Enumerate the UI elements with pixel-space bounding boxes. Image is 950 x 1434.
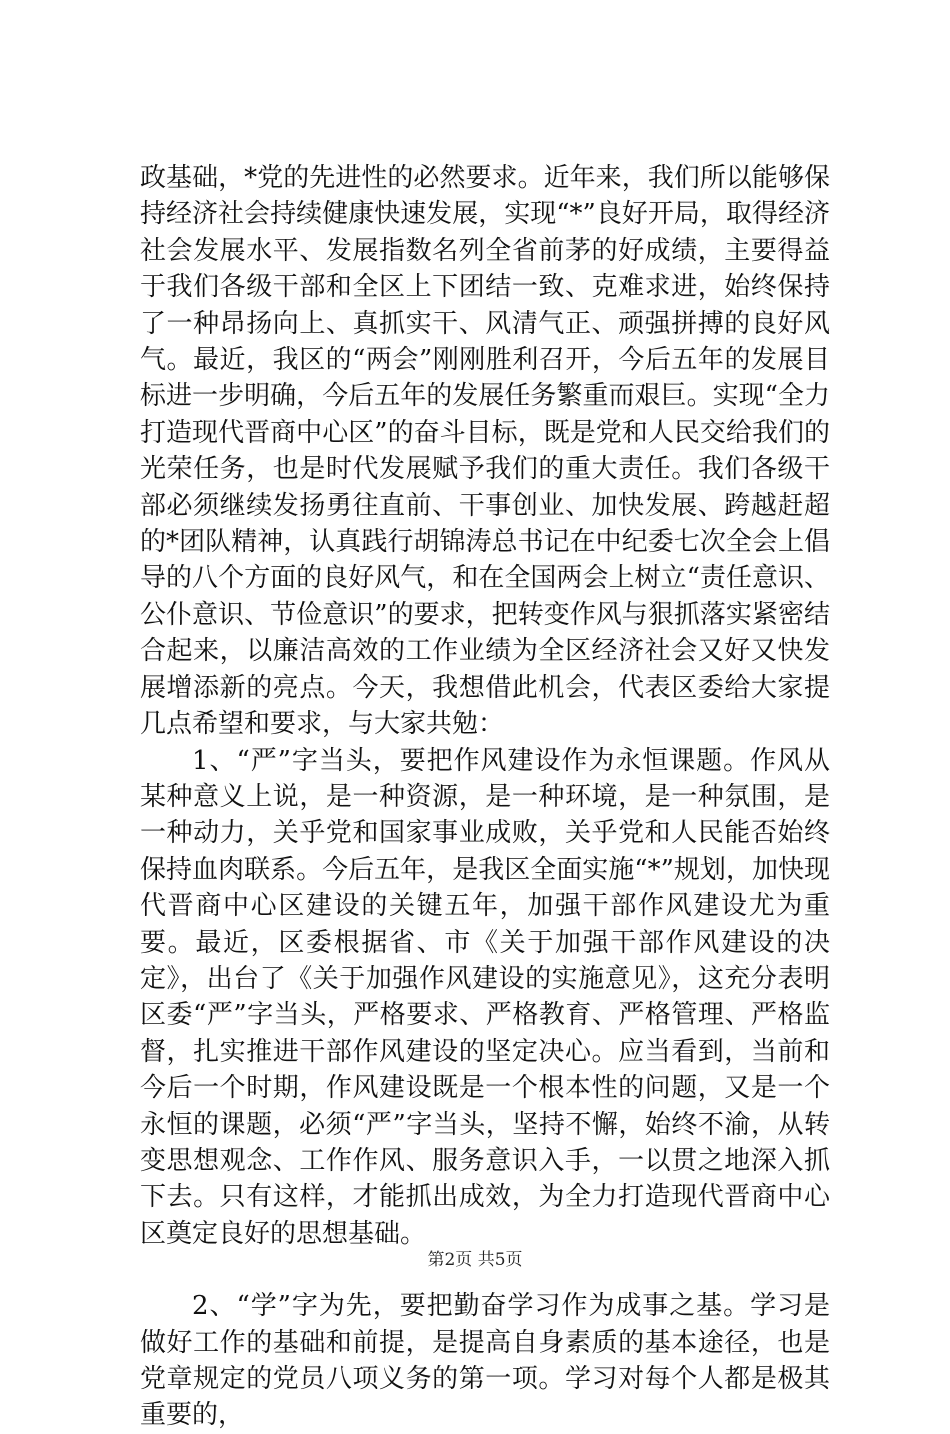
- paragraph-point-2: 2、“学”字为先，要把勤奋学习作为成事之基。学习是做好工作的基础和前提，是提高自身素质的基本途径，也是党章规定的党员八项义务的第一项。学习对每个人都是极其重要的，: [140, 1291, 830, 1431]
- paragraph-point-1: 1、“严”字当头，要把作风建设作为永恒课题。作风从某种意义上说，是一种资源，是一种环境，是一种氛围，是一种动力，关乎党和国家事业成败，关乎党和人民能否始终保持血肉联系。今后五年，是我区全面实施“*”规划，加快现代晋商中心区建设的关键五年，加强干部作风建设尤为重要。最近，区委根据省、市《关于加强干部作风建设的决定》，出台了《关于加强作风建设的实施意见》，这充分表明区委“严”字当头，严格要求、严格教育、严格管理、严格监督，扎实推进干部作风建设的坚定决心。应当看到，当前和今后一个时期，作风建设既是一个根本性的问题，又是一个永恒的课题，必须“严”字当头，坚持不懈，始终不渝，从转变思想观念、工作作风、服务意识入手，一以贯之地深入抓下去。只有这样，才能抓出成效，为全力打造现代晋商中心区奠定良好的思想基础。: [140, 745, 830, 1249]
- document-body: [140, 160, 830, 1434]
- paragraph-intro: 政基础，*党的先进性的必然要求。近年来，我们所以能够保持经济社会持续健康快速发展，实现“*”良好开局，取得经济社会发展水平、发展指数名列全省前茅的好成绩，主要得益于我们各级干部和全区上下团结一致、克难求进，始终保持了一种昂扬向上、真抓实干、风清气正、顽强拼搏的良好风气。最近，我区的“两会”刚刚胜利召开，今后五年的发展目标进一步明确，今后五年的发展任务繁重而艰巨。实现“全力打造现代晋商中心区”的奋斗目标，既是党和人民交给我们的光荣任务，也是时代发展赋予我们的重大责任。我们各级干部必须继续发扬勇往直前、干事创业、加快发展、跨越赶超的*团队精神，认真践行胡锦涛总书记在中纪委七次全会上倡导的八个方面的良好风气，和在全国两会上树立“责任意识、公仆意识、节俭意识”的要求，把转变作风与狠抓落实紧密结合起来，以廉洁高效的工作业绩为全区经济社会又好又快发展增添新的亮点。今天，我想借此机会，代表区委给大家提几点希望和要求，与大家共勉：: [140, 163, 830, 740]
- page-footer: 第2页 共5页: [427, 1250, 523, 1270]
